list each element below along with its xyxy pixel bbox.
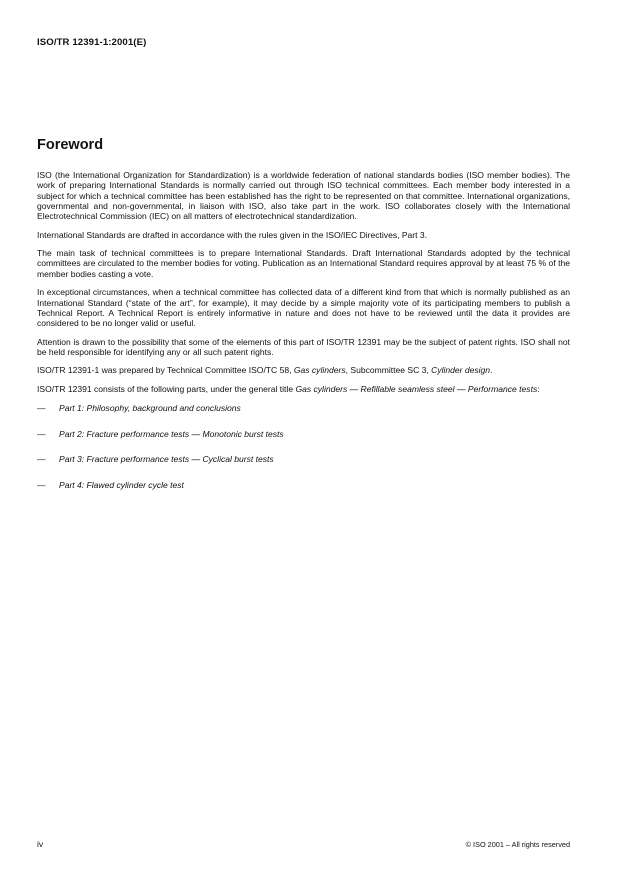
- subcommittee-text: , Subcommittee SC 3,: [345, 365, 432, 376]
- list-item: [37, 403, 570, 429]
- copyright-notice: © ISO 2001 – All rights reserved: [465, 840, 570, 849]
- committee-title: Gas cylinders: [293, 365, 346, 376]
- part-title: Part 2: Fracture performance tests — Monotonic burst tests: [59, 428, 284, 439]
- page-number: iv: [37, 839, 44, 849]
- paragraph-iso-description: ISO (the International Organization for Standardization) is a worldwide federation of national standards bodies (ISO member bodies). The work of preparing International Standards is normally carried out through ISO technical committees. Each member body interested in a subject for which a technical committee has been established has the right to be represented on that committee. International organizations, governmental and non-governmental, in liaison with ISO, also take part in the work. ISO collaborates closely with the International Electrotechnical Commission (IEC) on all matters of electrotechnical standardization.: [37, 170, 570, 222]
- list-dash: —: [37, 454, 46, 465]
- section-title: Foreword: [37, 137, 104, 153]
- colon: :: [537, 383, 540, 394]
- list-item: [37, 429, 570, 455]
- list-dash: —: [37, 403, 46, 414]
- period: .: [490, 365, 493, 376]
- foreword-body: [37, 170, 570, 505]
- list-dash: —: [37, 428, 46, 439]
- part-title: Part 4: Flawed cylinder cycle test: [59, 479, 184, 490]
- paragraph-parts-intro: [37, 384, 570, 394]
- paragraph-main-task: The main task of technical committees is to prepare International Standards. Draft International Standards adopted by the technical committees are circulated to the member bodies for voting. Publication as an International Standard requires approval by at least 75 % of the member bodies casting a vote.: [37, 248, 570, 279]
- list-item: [37, 454, 570, 480]
- part-title: Part 1: Philosophy, background and conclusions: [59, 403, 241, 414]
- list-dash: —: [37, 479, 46, 490]
- paragraph-exceptional-circumstances: In exceptional circumstances, when a technical committee has collected data of a different kind from that which is normally published as an International Standard (“state of the art”, for example), it may decide by a simple majority vote of its participating members to publish a Technical Report. A Technical Report is entirely informative in nature and does not have to be reviewed until the data it provides are considered to be no longer valid or useful.: [37, 287, 570, 329]
- paragraph-patent-rights: Attention is drawn to the possibility that some of the elements of this part of ISO/TR 12391 may be the subject of patent rights. ISO shall not be held responsible for identifying any or all such patent rights.: [37, 336, 570, 357]
- parts-intro-text: ISO/TR 12391 consists of the following parts, under the general title: [37, 383, 296, 394]
- list-item: [37, 480, 570, 506]
- prepared-by-text: ISO/TR 12391-1 was prepared by Technical Committee ISO/TC 58,: [37, 365, 294, 376]
- part-title: Part 3: Fracture performance tests — Cyclical burst tests: [59, 454, 274, 465]
- paragraph-prepared-by: [37, 365, 570, 375]
- general-title: Gas cylinders — Refillable seamless steel — Performance tests: [295, 383, 538, 394]
- paragraph-directives: International Standards are drafted in accordance with the rules given in the ISO/IEC Directives, Part 3.: [37, 229, 428, 240]
- document-identifier: ISO/TR 12391-1:2001(E): [37, 37, 147, 48]
- parts-list: [37, 403, 570, 505]
- subcommittee-title: Cylinder design: [431, 365, 491, 376]
